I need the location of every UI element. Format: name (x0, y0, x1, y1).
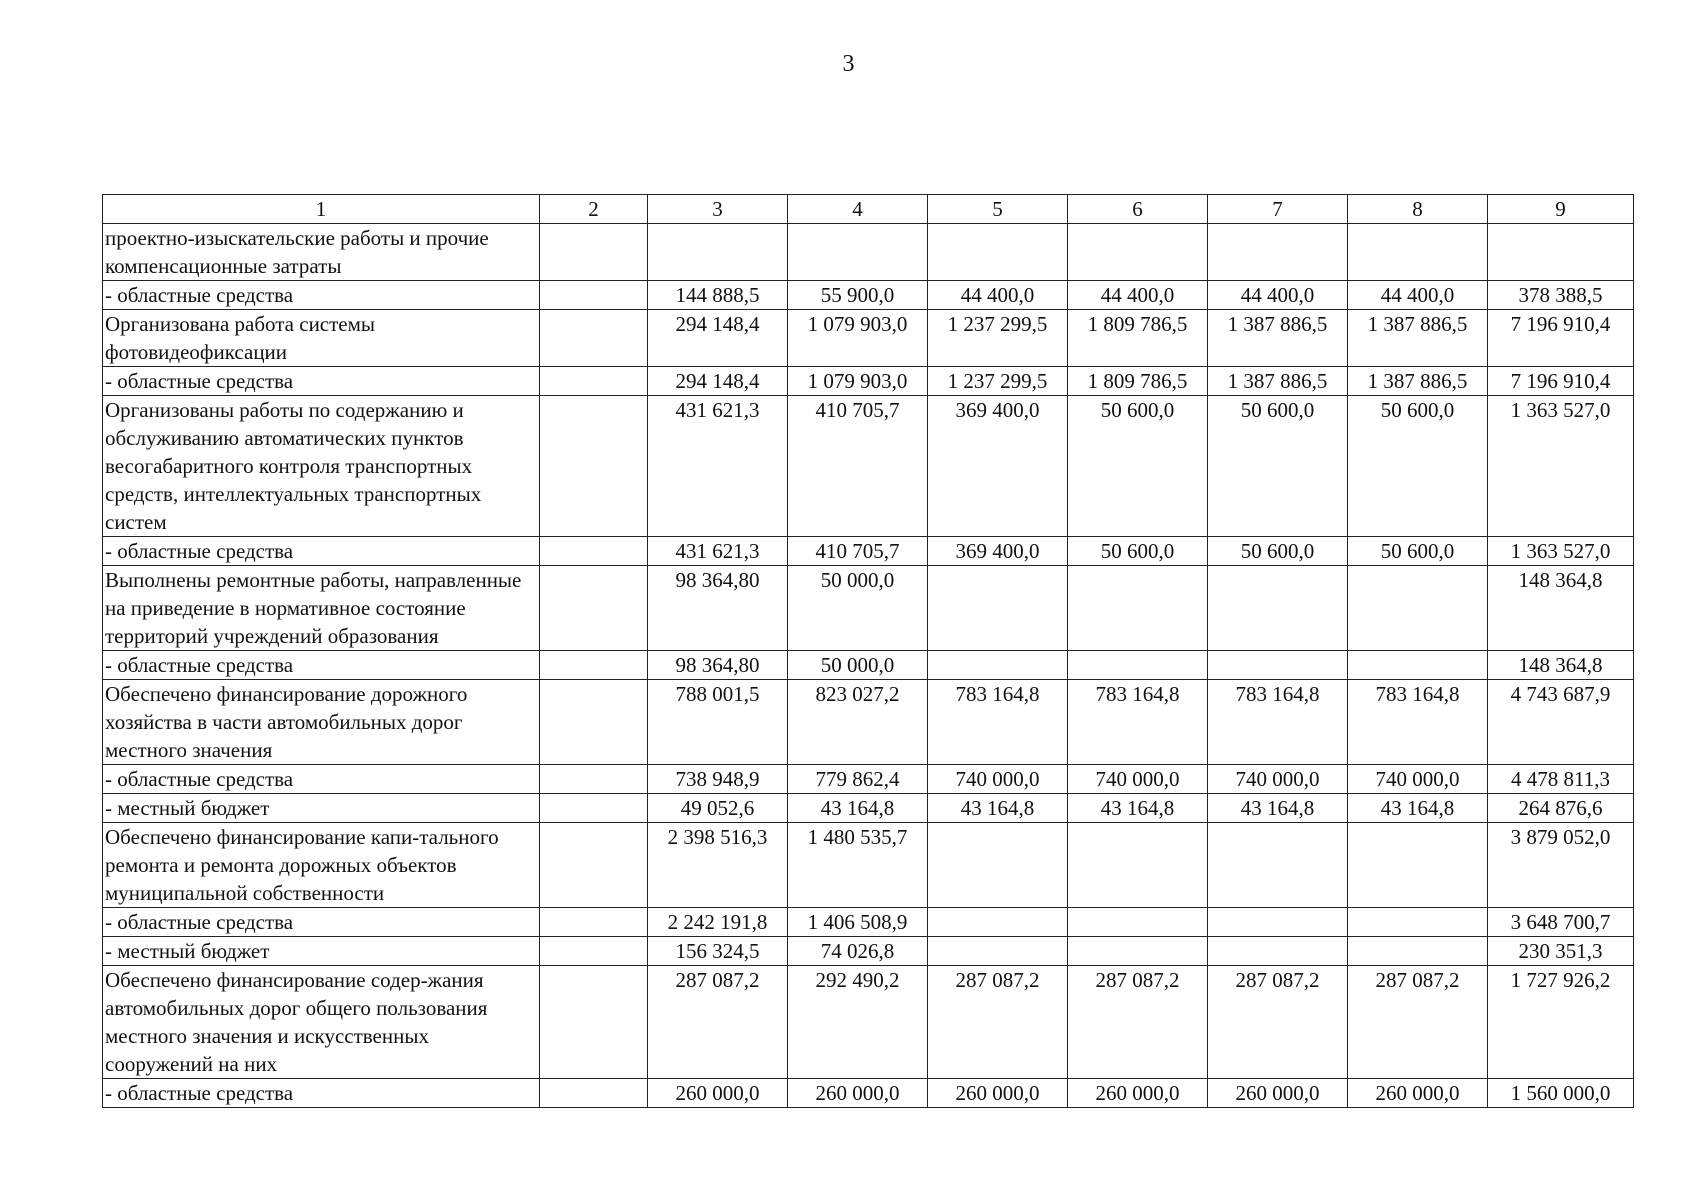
cell-column-2 (540, 794, 648, 823)
cell-value: 3 879 052,0 (1488, 823, 1634, 908)
page-number: 3 (842, 51, 855, 77)
cell-value: 7 196 910,4 (1488, 367, 1634, 396)
column-header: 6 (1068, 195, 1208, 224)
cell-value: 287 087,2 (648, 966, 788, 1079)
cell-value: 1 560 000,0 (1488, 1079, 1634, 1108)
cell-value: 378 388,5 (1488, 281, 1634, 310)
cell-value: 788 001,5 (648, 680, 788, 765)
cell-value: 144 888,5 (648, 281, 788, 310)
cell-column-2 (540, 1079, 648, 1108)
cell-value (1348, 908, 1488, 937)
table-row (103, 937, 1634, 966)
row-label: Обеспечено финансирование дорожного хозяйства в части автомобильных дорог местного значения (103, 680, 540, 765)
cell-value: 50 600,0 (1348, 396, 1488, 537)
table-row (103, 651, 1634, 680)
row-label: - областные средства (103, 1079, 540, 1108)
cell-value (928, 566, 1068, 651)
row-label: - областные средства (103, 537, 540, 566)
cell-value: 44 400,0 (1348, 281, 1488, 310)
column-header: 4 (788, 195, 928, 224)
cell-value: 50 600,0 (1068, 396, 1208, 537)
cell-value: 1 387 886,5 (1208, 367, 1348, 396)
cell-value: 260 000,0 (648, 1079, 788, 1108)
cell-value: 823 027,2 (788, 680, 928, 765)
cell-value: 783 164,8 (1068, 680, 1208, 765)
cell-column-2 (540, 367, 648, 396)
cell-value (648, 224, 788, 281)
cell-value (1208, 937, 1348, 966)
cell-value: 260 000,0 (928, 1079, 1068, 1108)
cell-value: 783 164,8 (928, 680, 1068, 765)
row-label: Обеспечено финансирование содер-жания автомобильных дорог общего пользования местного значения и искусственных сооружений на них (103, 966, 540, 1079)
cell-value (1068, 566, 1208, 651)
cell-value: 1 363 527,0 (1488, 537, 1634, 566)
table-row (103, 281, 1634, 310)
cell-value: 98 364,80 (648, 651, 788, 680)
cell-column-2 (540, 937, 648, 966)
cell-value: 1 809 786,5 (1068, 367, 1208, 396)
cell-value (1208, 224, 1348, 281)
column-header: 2 (540, 195, 648, 224)
column-header: 1 (103, 195, 540, 224)
cell-value: 50 000,0 (788, 651, 928, 680)
cell-value: 2 242 191,8 (648, 908, 788, 937)
cell-column-2 (540, 651, 648, 680)
cell-column-2 (540, 765, 648, 794)
cell-value: 1 363 527,0 (1488, 396, 1634, 537)
column-header: 3 (648, 195, 788, 224)
cell-value: 50 000,0 (788, 566, 928, 651)
row-label: Организованы работы по содержанию и обслуживанию автоматических пунктов весогабаритного контроля транспортных средств, интеллектуальных транспортных систем (103, 396, 540, 537)
cell-value: 43 164,8 (1068, 794, 1208, 823)
cell-value: 783 164,8 (1208, 680, 1348, 765)
cell-value (928, 651, 1068, 680)
row-label: Организована работа системы фотовидеофиксации (103, 310, 540, 367)
cell-value: 260 000,0 (1068, 1079, 1208, 1108)
cell-value: 50 600,0 (1068, 537, 1208, 566)
table-row (103, 823, 1634, 908)
cell-value: 294 148,4 (648, 310, 788, 367)
table-row (103, 680, 1634, 765)
table-row (103, 1079, 1634, 1108)
row-label: - областные средства (103, 651, 540, 680)
cell-value: 410 705,7 (788, 537, 928, 566)
cell-value: 4 743 687,9 (1488, 680, 1634, 765)
cell-value: 1 387 886,5 (1208, 310, 1348, 367)
cell-column-2 (540, 537, 648, 566)
cell-value: 156 324,5 (648, 937, 788, 966)
table-row (103, 310, 1634, 367)
cell-value: 740 000,0 (1348, 765, 1488, 794)
row-label: - местный бюджет (103, 937, 540, 966)
row-label: Выполнены ремонтные работы, направленные на приведение в нормативное состояние территорий учреждений образования (103, 566, 540, 651)
cell-value: 50 600,0 (1208, 396, 1348, 537)
cell-value (1208, 651, 1348, 680)
cell-value: 260 000,0 (1208, 1079, 1348, 1108)
cell-column-2 (540, 908, 648, 937)
cell-value: 44 400,0 (1208, 281, 1348, 310)
cell-value: 287 087,2 (1348, 966, 1488, 1079)
row-label: - областные средства (103, 908, 540, 937)
cell-value: 294 148,4 (648, 367, 788, 396)
cell-value: 740 000,0 (1068, 765, 1208, 794)
cell-value: 740 000,0 (928, 765, 1068, 794)
cell-value: 1 387 886,5 (1348, 367, 1488, 396)
cell-value: 230 351,3 (1488, 937, 1634, 966)
cell-value (1208, 823, 1348, 908)
cell-column-2 (540, 224, 648, 281)
cell-value: 43 164,8 (928, 794, 1068, 823)
cell-value (1348, 224, 1488, 281)
cell-value: 369 400,0 (928, 537, 1068, 566)
table-row (103, 367, 1634, 396)
table-row (103, 566, 1634, 651)
cell-value: 2 398 516,3 (648, 823, 788, 908)
column-header: 5 (928, 195, 1068, 224)
table-row (103, 396, 1634, 537)
cell-value: 431 621,3 (648, 537, 788, 566)
cell-column-2 (540, 566, 648, 651)
cell-value: 783 164,8 (1348, 680, 1488, 765)
row-label: - областные средства (103, 765, 540, 794)
table-row (103, 537, 1634, 566)
cell-value: 287 087,2 (1208, 966, 1348, 1079)
table-row (103, 908, 1634, 937)
cell-value: 7 196 910,4 (1488, 310, 1634, 367)
cell-value: 43 164,8 (788, 794, 928, 823)
cell-value (928, 908, 1068, 937)
table-row (103, 794, 1634, 823)
cell-value: 1 406 508,9 (788, 908, 928, 937)
table-row (103, 765, 1634, 794)
cell-value: 738 948,9 (648, 765, 788, 794)
cell-value: 49 052,6 (648, 794, 788, 823)
cell-value: 260 000,0 (788, 1079, 928, 1108)
cell-value: 410 705,7 (788, 396, 928, 537)
table-row (103, 966, 1634, 1079)
cell-value (788, 224, 928, 281)
cell-value: 1 079 903,0 (788, 367, 928, 396)
cell-value: 148 364,8 (1488, 566, 1634, 651)
cell-value: 1 480 535,7 (788, 823, 928, 908)
cell-value: 287 087,2 (1068, 966, 1208, 1079)
cell-value (1488, 224, 1634, 281)
row-label: - областные средства (103, 367, 540, 396)
cell-value: 55 900,0 (788, 281, 928, 310)
cell-value (1068, 937, 1208, 966)
row-label: Обеспечено финансирование капи-тального ремонта и ремонта дорожных объектов муниципальной собственности (103, 823, 540, 908)
cell-column-2 (540, 281, 648, 310)
cell-value (1068, 908, 1208, 937)
cell-value: 1 237 299,5 (928, 310, 1068, 367)
cell-value: 44 400,0 (1068, 281, 1208, 310)
row-label: проектно-изыскательские работы и прочие компенсационные затраты (103, 224, 540, 281)
cell-value (928, 224, 1068, 281)
cell-value (1348, 823, 1488, 908)
column-header: 8 (1348, 195, 1488, 224)
cell-value (1068, 224, 1208, 281)
cell-column-2 (540, 966, 648, 1079)
cell-value: 4 478 811,3 (1488, 765, 1634, 794)
cell-value (1348, 566, 1488, 651)
cell-value: 148 364,8 (1488, 651, 1634, 680)
column-header: 9 (1488, 195, 1634, 224)
cell-value (928, 823, 1068, 908)
cell-value: 779 862,4 (788, 765, 928, 794)
cell-value: 43 164,8 (1208, 794, 1348, 823)
cell-value: 740 000,0 (1208, 765, 1348, 794)
cell-value: 50 600,0 (1208, 537, 1348, 566)
cell-value (1068, 823, 1208, 908)
row-label: - областные средства (103, 281, 540, 310)
cell-value: 1 387 886,5 (1348, 310, 1488, 367)
cell-value (1208, 908, 1348, 937)
cell-value: 50 600,0 (1348, 537, 1488, 566)
cell-value (1348, 651, 1488, 680)
cell-value: 264 876,6 (1488, 794, 1634, 823)
cell-value: 260 000,0 (1348, 1079, 1488, 1108)
cell-column-2 (540, 310, 648, 367)
cell-value: 431 621,3 (648, 396, 788, 537)
cell-value: 74 026,8 (788, 937, 928, 966)
cell-value (1068, 651, 1208, 680)
cell-value: 287 087,2 (928, 966, 1068, 1079)
cell-column-2 (540, 680, 648, 765)
cell-value: 1 727 926,2 (1488, 966, 1634, 1079)
cell-value (928, 937, 1068, 966)
cell-value: 98 364,80 (648, 566, 788, 651)
cell-value (1348, 937, 1488, 966)
table-row (103, 224, 1634, 281)
cell-value: 43 164,8 (1348, 794, 1488, 823)
column-number-row (103, 195, 1634, 224)
row-label: - местный бюджет (103, 794, 540, 823)
cell-value: 1 237 299,5 (928, 367, 1068, 396)
cell-value: 1 079 903,0 (788, 310, 928, 367)
cell-value: 292 490,2 (788, 966, 928, 1079)
cell-column-2 (540, 396, 648, 537)
budget-table (102, 194, 1634, 1108)
cell-value: 44 400,0 (928, 281, 1068, 310)
cell-value (1208, 566, 1348, 651)
cell-value: 369 400,0 (928, 396, 1068, 537)
cell-value: 1 809 786,5 (1068, 310, 1208, 367)
cell-column-2 (540, 823, 648, 908)
column-header: 7 (1208, 195, 1348, 224)
table-body (103, 224, 1634, 1108)
cell-value: 3 648 700,7 (1488, 908, 1634, 937)
